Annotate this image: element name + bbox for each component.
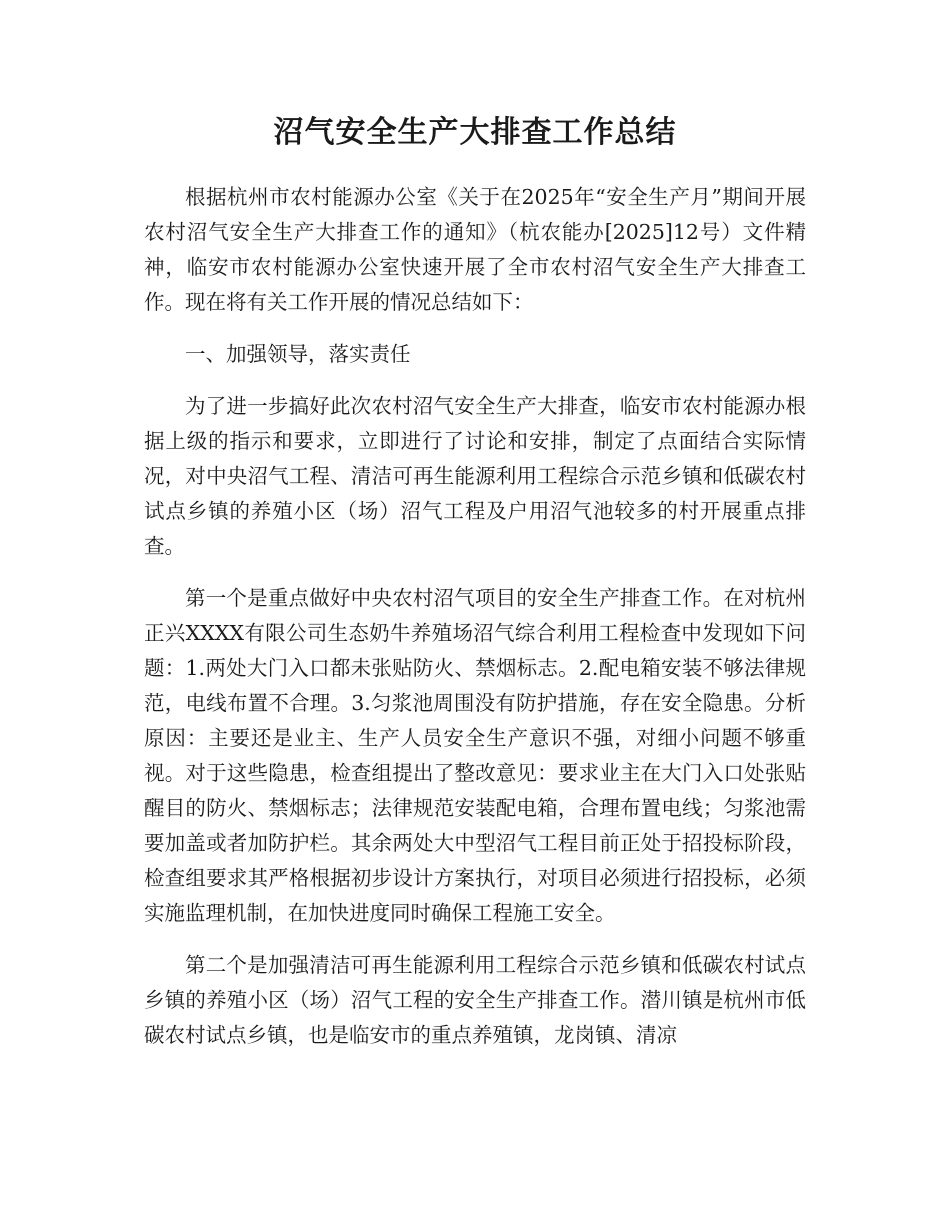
paragraph-second-item: 第二个是加强清洁可再生能源利用工程综合示范乡镇和低碳农村试点乡镇的养殖小区（场）沼气工程的安全生产排查工作。潜川镇是杭州市低碳农村试点乡镇，也是临安市的重点养殖镇，龙岗镇、清凉: [144, 953, 806, 1047]
section-heading-1: 一、加强领导，落实责任: [185, 342, 411, 366]
document-title: 沼气安全生产大排查工作总结: [273, 115, 677, 150]
paragraph-section-1: 为了进一步搞好此次农村沼气安全生产大排查，临安市农村能源办根据上级的指示和要求，立即进行了讨论和安排，制定了点面结合实际情况，对中央沼气工程、清洁可再生能源利用工程综合示范乡镇和低碳农村试点乡镇的养殖小区（场）沼气工程及户用沼气池较多的村开展重点排查。: [144, 394, 806, 558]
document-page: [144, 108, 806, 1070]
paragraph-first-item: 第一个是重点做好中央农村沼气项目的安全生产排查工作。在对杭州正兴XXXX有限公司生态奶牛养殖场沼气综合利用工程检查中发现如下问题：1.两处大门入口都未张贴防火、禁烟标志。2.配电箱安装不够法律规范，电线布置不合理。3.匀浆池周围没有防护措施，存在安全隐患。分析原因：主要还是业主、生产人员安全生产意识不强，对细小问题不够重视。对于这些隐患，检查组提出了整改意见：要求业主在大门入口处张贴醒目的防火、禁烟标志；法律规范安装配电箱，合理布置电线；匀浆池需要加盖或者加防护栏。其余两处大中型沼气工程目前正处于招投标阶段，检查组要求其严格根据初步设计方案执行，对项目必须进行招投标，必须实施监理机制，在加快进度同时确保工程施工安全。: [144, 586, 806, 925]
paragraph-intro: 根据杭州市农村能源办公室《关于在2025年“安全生产月”期间开展农村沼气安全生产大排查工作的通知》（杭农能办[2025]12号）文件精神，临安市农村能源办公室快速开展了全市农村沼气安全生产大排查工作。现在将有关工作开展的情况总结如下：: [144, 185, 806, 314]
